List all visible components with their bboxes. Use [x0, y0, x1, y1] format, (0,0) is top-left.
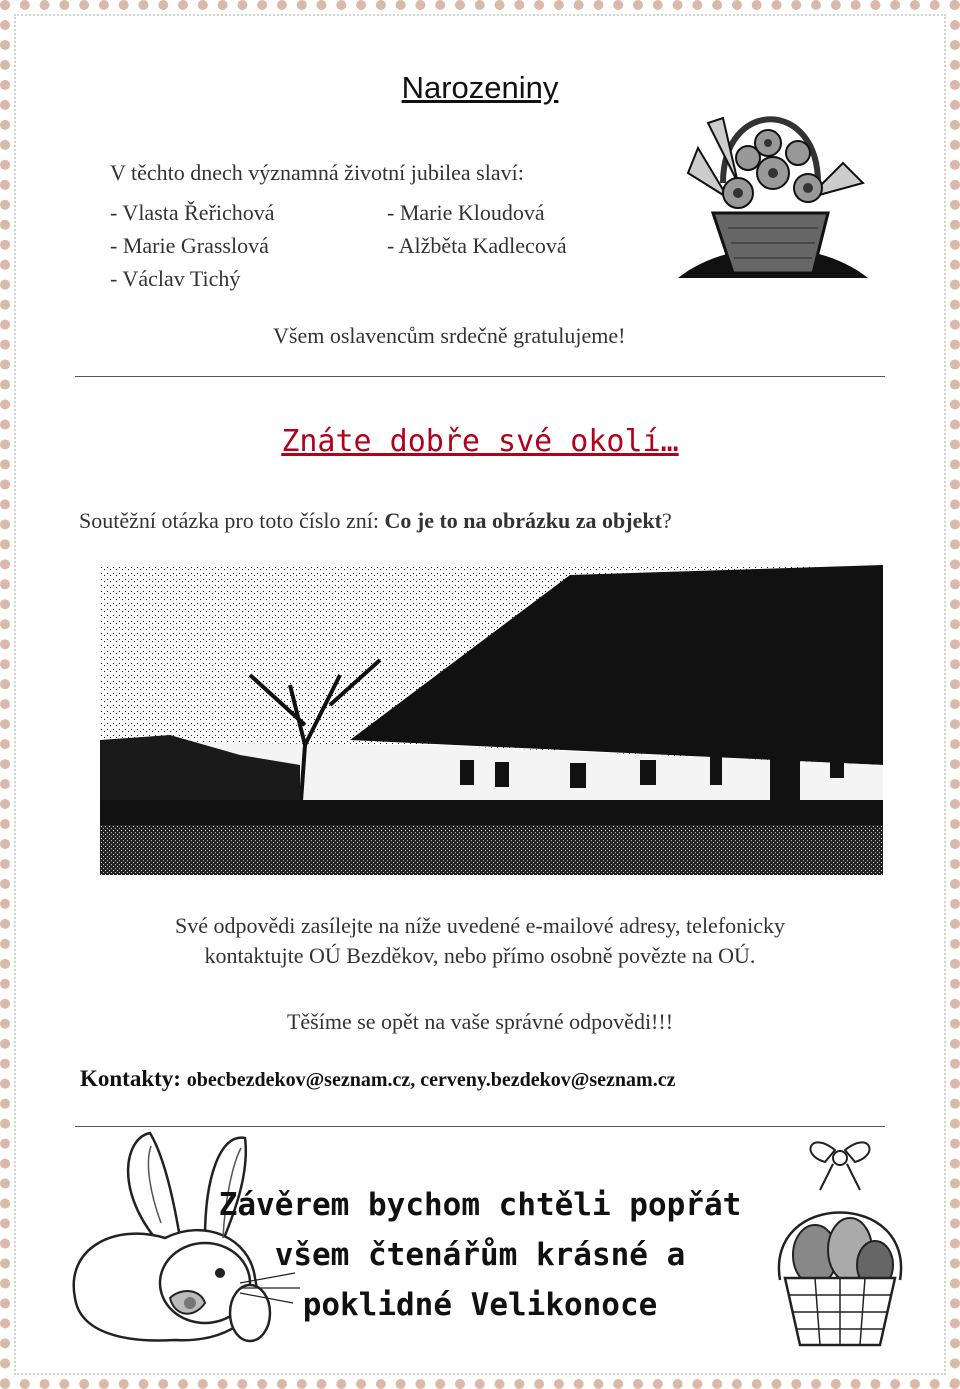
quiz-question	[79, 505, 672, 536]
quiz-question-suffix: ?	[661, 508, 672, 533]
easter-egg-basket-icon	[755, 1130, 920, 1355]
quiz-looking-forward: Těšíme se opět na vaše správné odpovědi!!!	[286, 1009, 674, 1034]
list-item: - Vlasta Řeřichová	[110, 200, 275, 225]
divider	[75, 376, 885, 377]
list-item: - Marie Grasslová	[110, 233, 269, 258]
quiz-instructions-line1: Své odpovědi zasílejte na níže uvedené e-mailové adresy, telefonicky	[174, 913, 786, 938]
list-item: - Václav Tichý	[110, 266, 241, 291]
flower-basket-icon	[668, 88, 873, 288]
birthday-list-left	[110, 197, 275, 296]
contacts-label: Kontakty:	[80, 1066, 181, 1091]
quiz-instructions-line2: kontaktujte OÚ Bezděkov, nebo přímo osobně povězte na OÚ.	[204, 943, 756, 968]
birthday-intro: V těchto dnech významná životní jubilea slaví:	[110, 160, 524, 185]
closing-line-1: Závěrem bychom chtěli popřát	[218, 1187, 742, 1223]
closing-line-3: poklidné Velikonoce	[302, 1287, 658, 1323]
quiz-title: Znáte dobře své okolí…	[281, 424, 679, 459]
quiz-question-prefix: Soutěžní otázka pro toto číslo zní:	[79, 508, 385, 533]
birthday-congrats: Všem oslavencům srdečně gratulujeme!	[273, 323, 626, 348]
contacts-emails: obecbezdekov@seznam.cz, cerveny.bezdekov@seznam.cz	[186, 1069, 676, 1091]
list-item: - Marie Kloudová	[387, 200, 545, 225]
quiz-photo	[100, 565, 883, 875]
birthday-title: Narozeniny	[401, 70, 559, 105]
divider	[75, 1126, 885, 1127]
birthday-list-right	[387, 197, 567, 263]
contacts	[80, 1066, 675, 1092]
closing-line-2: všem čtenářům krásné a	[274, 1237, 686, 1273]
quiz-question-bold: Co je to na obrázku za objekt	[384, 508, 662, 533]
closing-wish	[210, 1180, 750, 1330]
list-item: - Alžběta Kadlecová	[387, 233, 567, 258]
